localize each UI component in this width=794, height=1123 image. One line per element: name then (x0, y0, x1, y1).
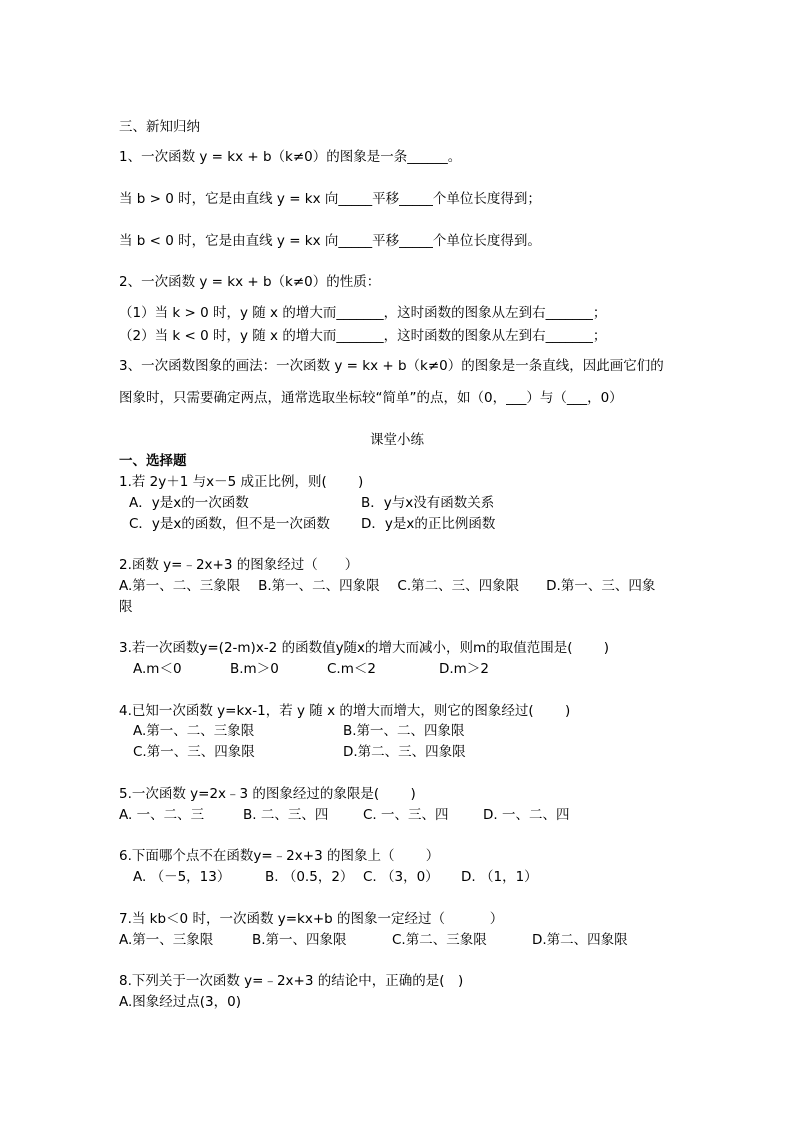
question-5-stem: 5.一次函数 y=2x﹣3 的图象经过的象限是( ) (119, 786, 416, 802)
question-6-stem: 6.下面哪个点不在函数y=﹣2x+3 的图象上（ ） (119, 848, 440, 864)
question-1-options-row-1 (129, 494, 649, 512)
question-3-option-c: C.m＜2 (327, 661, 376, 677)
question-5-option-d: D. 一、二、四 (483, 807, 570, 823)
question-5-options (119, 806, 569, 824)
question-3-option-d: D.m＞2 (439, 661, 489, 677)
question-2-options-line-1: A.第一、二、三象限 B.第一、二、四象限 C.第二、三、四象限 D.第一、三、四象 (119, 578, 656, 594)
question-1-option-d: D．y是x的正比例函数 (361, 516, 496, 532)
question-7-option-a: A.第一、三象限 (119, 932, 214, 948)
question-3-stem: 3.若一次函数y=(2-m)x-2 的函数值y随x的增大而减小，则m的取值范围是( ) (119, 640, 610, 656)
section-title: 三、新知归纳 (119, 119, 200, 135)
question-6-option-d: D. （1，1） (461, 869, 538, 885)
question-7-option-d: D.第二、四象限 (532, 932, 628, 948)
question-8-option-a: A.图象经过点(3，0) (119, 994, 242, 1010)
item-2-sub-1: （1）当 k > 0 时，y 随 x 的增大而_______，这时函数的图象从左到右_______； (119, 305, 607, 321)
item-3-line-2: 图象时，只需要确定两点，通常选取坐标较“简单”的点，如（0，___）与（___，0） (119, 390, 623, 406)
question-3-options (133, 660, 489, 678)
question-7-option-b: B.第一、四象限 (252, 932, 347, 948)
question-4-options-row-1 (133, 722, 653, 740)
item-1-case-negative: 当 b < 0 时，它是由直线 y = kx 向_____平移_____个单位长度得到。 (119, 233, 541, 249)
question-5-option-c: C. 一、三、四 (363, 807, 449, 823)
item-2-sub-2: （2）当 k < 0 时，y 随 x 的增大而_______，这时函数的图象从左到右_______； (119, 328, 607, 344)
question-3-option-a: A.m＜0 (133, 661, 182, 677)
item-1-case-positive: 当 b > 0 时，它是由直线 y = kx 向_____平移_____个单位长度得到； (119, 191, 541, 207)
item-1: 1、一次函数 y = kx + b（k≠0）的图象是一条______。 (119, 149, 462, 165)
item-3-line-1: 3、一次函数图象的画法：一次函数 y = kx + b（k≠0）的图象是一条直线，因此画它们的 (119, 358, 664, 374)
question-6-option-a: A. （－5，13） (133, 869, 231, 885)
part-title: 一、选择题 (119, 453, 187, 469)
question-5-option-b: B. 二、三、四 (243, 807, 329, 823)
question-8-stem: 8.下列关于一次函数 y=﹣2x+3 的结论中，正确的是( ) (119, 973, 464, 989)
question-3-option-b: B.m＞0 (230, 661, 279, 677)
question-1-option-a: A．y是x的一次函数 (129, 495, 249, 511)
question-1-option-b: B．y与x没有函数关系 (361, 495, 495, 511)
question-1-option-c: C．y是x的函数，但不是一次函数 (129, 516, 330, 532)
question-4-options-row-2 (133, 743, 653, 761)
question-1-options-row-2 (129, 515, 649, 533)
question-4-stem: 4.已知一次函数 y=kx-1，若 y 随 x 的增大而增大，则它的图象经过( ) (119, 703, 571, 719)
question-6-option-c: C. （3，0） (363, 869, 439, 885)
question-4-option-a: A.第一、二、三象限 (133, 723, 255, 739)
question-2-options-line-2: 限 (119, 599, 133, 615)
item-2: 2、一次函数 y = kx + b（k≠0）的性质： (119, 274, 381, 290)
question-7-options (119, 931, 628, 949)
question-4-option-d: D.第二、三、四象限 (343, 744, 466, 760)
question-4-option-c: C.第一、三、四象限 (133, 744, 255, 760)
question-2-stem: 2.函数 y=﹣2x+3 的图象经过（ ） (119, 557, 359, 573)
question-6-options (133, 868, 538, 886)
question-6-option-b: B. （0.5，2） (265, 869, 354, 885)
question-7-stem: 7.当 kb＜0 时，一次函数 y=kx+b 的图象一定经过（ ） (119, 911, 504, 927)
question-4-option-b: B.第一、二、四象限 (343, 723, 465, 739)
question-5-option-a: A. 一、二、三 (119, 807, 205, 823)
question-7-option-c: C.第二、三象限 (392, 932, 487, 948)
practice-title: 课堂小练 (370, 432, 424, 448)
question-1-stem: 1.若 2y＋1 与x－5 成正比例，则( ) (119, 474, 364, 490)
